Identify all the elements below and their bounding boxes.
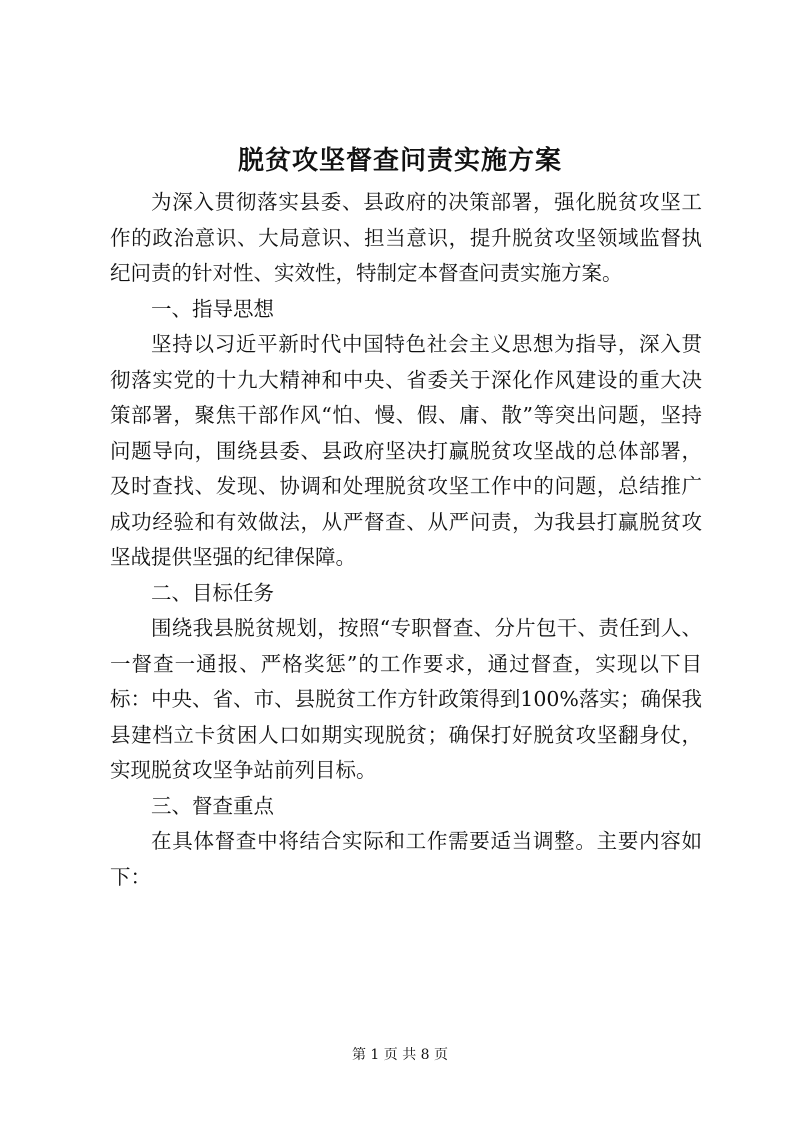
intro-paragraph: 为深入贯彻落实县委、县政府的决策部署，强化脱贫攻坚工作的政治意识、大局意识、担当意识，提升脱贫攻坚领域监督执纪问责的针对性、实效性，特制定本督查问责实施方案。 xyxy=(110,190,702,285)
document-body xyxy=(110,185,702,895)
section-body-goals-tasks: 围绕我县脱贫规划，按照“专职督查、分片包干、责任到人、一督查一通报、严格奖惩”的工作要求，通过督查，实现以下目标：中央、省、市、县脱贫工作方针政策得到100%落实；确保我县建档立卡贫困人口如期实现脱贫；确保打好脱贫攻坚翻身仗，实现脱贫攻坚争站前列目标。 xyxy=(110,616,702,782)
section-body-guiding-ideology: 坚持以习近平新时代中国特色社会主义思想为指导，深入贯彻落实党的十九大精神和中央、省委关于深化作风建设的重大决策部署，聚焦干部作风“怕、慢、假、庸、散”等突出问题，坚持问题导向，围绕县委、县政府坚决打赢脱贫攻坚战的总体部署，及时查找、发现、协调和处理脱贫攻坚工作中的问题，总结推广成功经验和有效做法，从严督查、从严问责，为我县打赢脱贫攻坚战提供坚强的纪律保障。 xyxy=(110,332,702,569)
section-heading-guiding-ideology: 一、指导思想 xyxy=(151,296,274,321)
document-title: 脱贫攻坚督查问责实施方案 xyxy=(237,146,562,176)
page-number-footer: 第 1 页 共 8 页 xyxy=(351,1047,449,1063)
section-heading-inspection-focus: 三、督查重点 xyxy=(151,793,274,818)
section-heading-goals-tasks: 二、目标任务 xyxy=(151,580,274,605)
section-body-inspection-focus: 在具体督查中将结合实际和工作需要适当调整。主要内容如下： xyxy=(110,829,702,889)
